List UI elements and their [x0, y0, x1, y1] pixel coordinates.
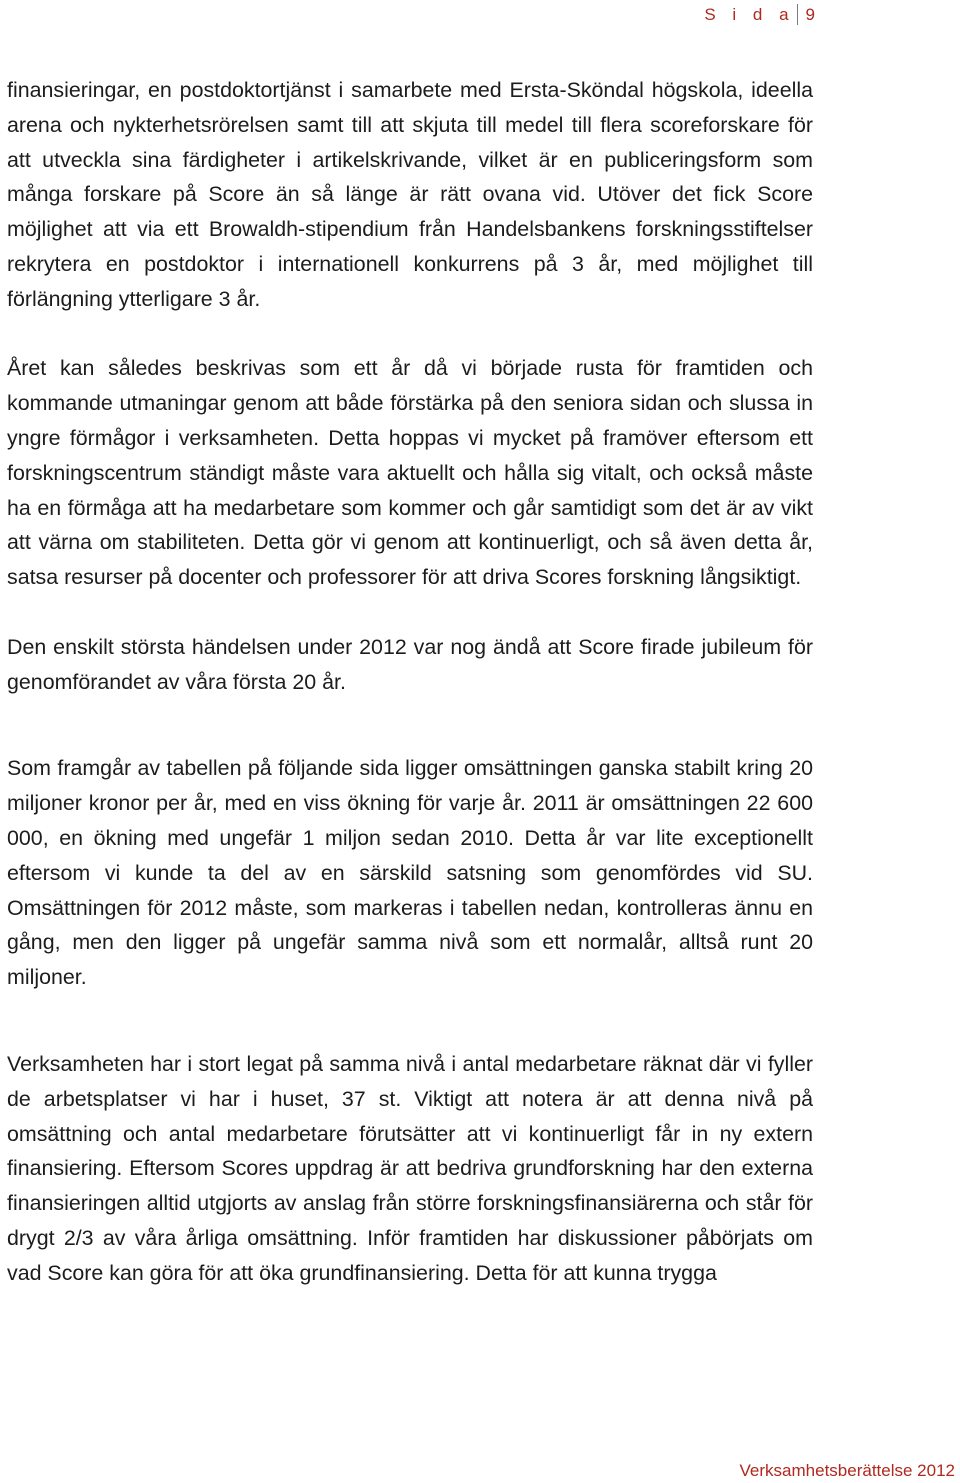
- header-divider: [797, 4, 798, 25]
- page-label: S i d a: [704, 4, 795, 24]
- paragraph-turnover: Som framgår av tabellen på följande sida ligger omsättningen ganska stabilt kring 20 miljoner kronor per år, med en viss ökning för varje år. 2011 är omsättningen 22 600 000, en ökning med ungefär 1 miljon sedan 2010. Detta år var lite exceptionellt eftersom vi kunde ta del av en särskild satsning som genomfördes vid SU. Omsättningen för 2012 måste, som markeras i tabellen nedan, kontrolleras ännu en gång, men den ligger på ungefär samma nivå som ett normalår, alltså runt 20 miljoner.: [7, 756, 813, 990]
- paragraph-jubilee: Den enskilt största händelsen under 2012 var nog ändå att Score firade jubileum för genomförandet av våra första 20 år.: [7, 634, 813, 694]
- paragraph-funding: finansieringar, en postdoktortjänst i samarbete med Ersta-Sköndal högskola, ideella arena och nykterhetsrörelsen samt till att skjuta till medel till flera scoreforskare för att utveckla sina färdigheter i artikelskrivande, vilket är en publiceringsform som många forskare på Score än så länge är rätt ovana vid. Utöver det fick Score möjlighet att via ett Browaldh-stipendium från Handelsbankens forskningsstiftelser rekrytera en postdoktor i internationell konkurrens på 3 år, med möjlighet till förlängning ytterligare 3 år.: [7, 78, 813, 311]
- page-footer: Verksamhetsberättelse 2012: [739, 1461, 955, 1480]
- page-number: 9: [805, 4, 815, 24]
- body-text: [7, 73, 813, 1291]
- page-header: [704, 4, 815, 25]
- paragraph-year-summary: Året kan således beskrivas som ett år då vi började rusta för framtiden och kommande utmaningar genom att både förstärka på den seniora sidan och slussa in yngre förmågor i verksamheten. Detta hoppas vi mycket på framöver eftersom ett forskningscentrum ständigt måste vara aktuellt och hålla sig vitalt, och också måste ha en förmåga att ha medarbetare som kommer och går samtidigt som det är av vikt att värna om stabiliteten. Detta gör vi genom att kontinuerligt, och så även detta år, satsa resurser på docenter och professorer för att driva Scores forskning långsiktigt.: [7, 356, 813, 590]
- paragraph-staffing: Verksamheten har i stort legat på samma nivå i antal medarbetare räknat där vi fyller de arbetsplatser vi har i huset, 37 st. Viktigt att notera är att denna nivå på omsättning och antal medarbetare förutsätter att vi kontinuerligt får in ny extern finansiering. Eftersom Scores uppdrag är att bedriva grundforskning har den externa finansieringen alltid utgjorts av anslag från större forskningsfinansiärerna och står för drygt 2/3 av våra årliga omsättning. Inför framtiden har diskussioner påbörjats om vad Score kan göra för att öka grundfinansiering. Detta för att kunna trygga: [7, 1051, 813, 1285]
